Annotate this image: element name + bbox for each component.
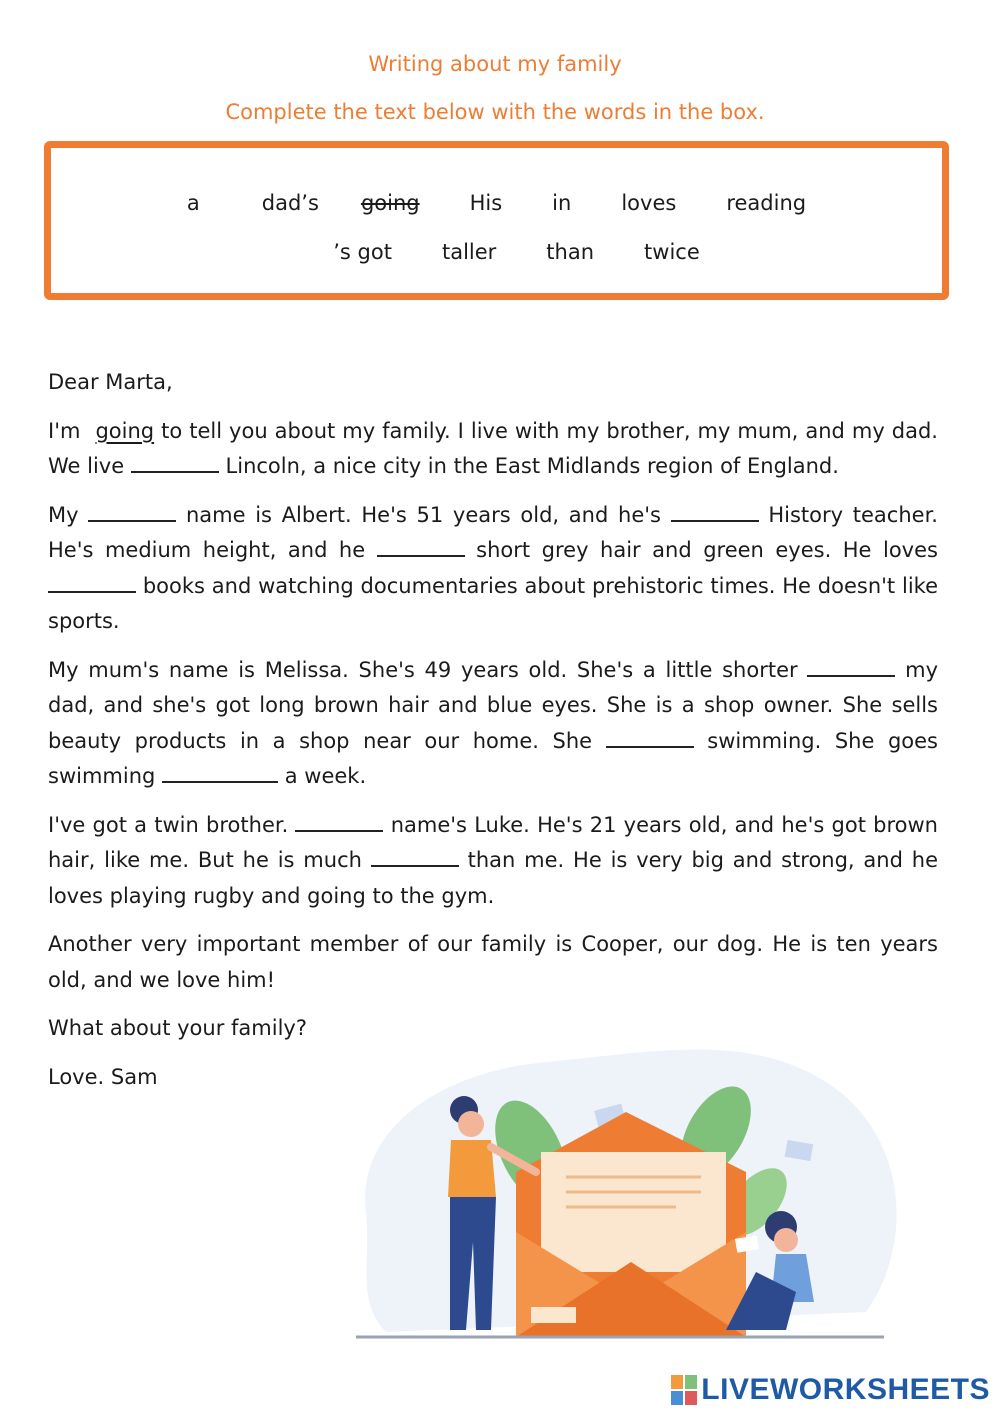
word-than[interactable]: than xyxy=(546,240,595,264)
paragraph-1: I'm going to tell you about my family. I live with my brother, my mum, and my dad. We live Lincoln, a nice city in the East Midlands region of England. xyxy=(48,418,938,478)
greeting: Dear Marta, xyxy=(48,370,173,394)
closing: Love. Sam xyxy=(48,1064,158,1089)
blank-6[interactable] xyxy=(807,653,895,677)
blank-3[interactable] xyxy=(671,498,759,522)
word-his[interactable]: His xyxy=(469,191,503,215)
paragraph-6: What about your family? xyxy=(48,1016,307,1040)
letter-body xyxy=(48,365,938,1108)
word-reading[interactable]: reading xyxy=(726,191,807,215)
blank-10[interactable] xyxy=(371,843,459,867)
word-in[interactable]: in xyxy=(552,191,572,215)
word-s-got[interactable]: ’s got xyxy=(333,240,392,264)
word-going-used: going xyxy=(360,191,420,215)
blank-7[interactable] xyxy=(606,724,694,748)
word-taller[interactable]: taller xyxy=(441,240,497,264)
word-box xyxy=(44,141,949,300)
family-letter-illustration xyxy=(326,1012,908,1347)
word-box-row-1 xyxy=(51,191,942,215)
paragraph-5: Another very important member of our family is Cooper, our dog. He is ten years old, and we love him! xyxy=(48,932,938,992)
blank-4[interactable] xyxy=(377,533,465,557)
word-loves[interactable]: loves xyxy=(621,191,677,215)
word-dads[interactable]: dad’s xyxy=(261,191,319,215)
example-answer: going xyxy=(95,418,155,443)
liveworksheets-mark-icon xyxy=(671,1375,697,1405)
blank-5[interactable] xyxy=(48,569,136,593)
paragraph-4: I've got a twin brother. name's Luke. He's 21 years old, and he's got brown hair, like me. But he is much than me. He is very big and strong, and he loves playing rugby and going to the gym. xyxy=(48,808,938,915)
brand-name: LIVEWORKSHEETS xyxy=(701,1373,990,1406)
worksheet-title: Writing about my family xyxy=(368,52,622,76)
paragraph-2: My name is Albert. He's 51 years old, and he's History teacher. He's medium height, and he short grey hair and green eyes. He loves books and watching documentaries about prehistoric times. He doesn't like sports. xyxy=(48,498,938,640)
blank-8[interactable] xyxy=(162,759,278,783)
word-box-row-2 xyxy=(51,240,962,264)
blank-9[interactable] xyxy=(295,808,383,832)
instruction: Complete the text below with the words in the box. xyxy=(225,100,765,124)
word-a[interactable]: a xyxy=(186,191,200,215)
blank-1[interactable] xyxy=(131,449,219,473)
blank-2[interactable] xyxy=(88,498,176,522)
liveworksheets-logo xyxy=(671,1372,990,1408)
paragraph-3: My mum's name is Melissa. She's 49 years old. She's a little shorter my dad, and she's got long brown hair and blue eyes. She is a shop owner. She sells beauty products in a shop near our home. She swimming. She goes swimming a week. xyxy=(48,653,938,795)
word-twice[interactable]: twice xyxy=(644,240,700,264)
